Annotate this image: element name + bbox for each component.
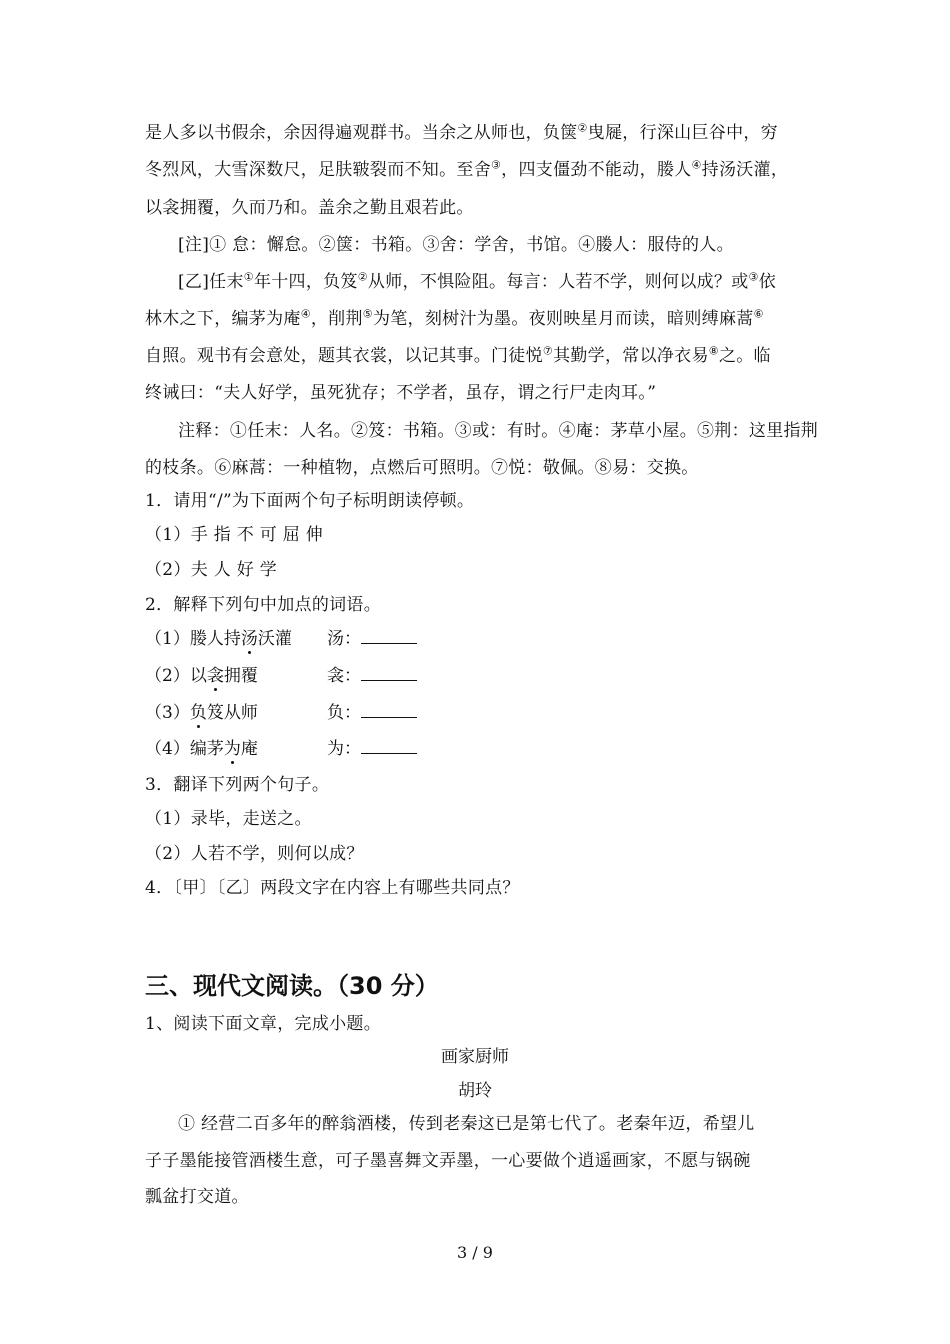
text: （1）媵人持 bbox=[145, 629, 241, 649]
footnote-marker: ① bbox=[243, 270, 254, 284]
yi-notes-2: 的枝条。⑥麻蒿：一种植物，点燃后可照明。⑦悦：敬佩。⑧易：交换。 bbox=[145, 458, 699, 478]
answer-blank[interactable] bbox=[361, 666, 417, 681]
dotted-word: 为 bbox=[223, 739, 241, 759]
question-2-item-2 bbox=[145, 665, 417, 687]
text: 是人多以书假余，余因得遍观群书。当余之从师也，负箧 bbox=[145, 123, 578, 143]
jia-line-3: 以衾拥覆，久而乃和。盖余之勤且艰若此。 bbox=[145, 198, 474, 218]
article-para-1-line-3: 瓢盆打交道。 bbox=[145, 1187, 249, 1207]
text: 为笔，刻树汁为墨。夜则映星月而读，暗则缚麻蒿 bbox=[372, 309, 754, 329]
yi-line-4: 终诫曰：“夫人好学，虽死犹存；不学者，虽存，谓之行尸走肉耳。” bbox=[145, 383, 657, 403]
answer-blank[interactable] bbox=[361, 629, 417, 644]
footnote-marker: ⑤ bbox=[362, 307, 373, 321]
text: 之。临 bbox=[718, 346, 771, 366]
text: 持汤沃灌， bbox=[701, 160, 789, 180]
text: 依 bbox=[758, 272, 777, 292]
footnote-marker: ③ bbox=[491, 158, 502, 172]
footnote-marker: ⑦ bbox=[542, 344, 554, 358]
text: 从师，不惧险阻。每言：人若不学，则何以成？或 bbox=[367, 272, 749, 292]
yi-line-2 bbox=[145, 308, 764, 330]
answer-blank[interactable] bbox=[361, 703, 417, 718]
text: 笈从师 bbox=[206, 703, 258, 723]
question-3: 3．翻译下列两个句子。 bbox=[145, 775, 330, 795]
text: 林木之下，编茅为庵 bbox=[145, 309, 301, 329]
text: （2）以 bbox=[145, 666, 207, 686]
section-task: 1、阅读下面文章，完成小题。 bbox=[145, 1014, 382, 1034]
dotted-word: 衾 bbox=[206, 666, 224, 686]
article-title: 画家厨师 bbox=[441, 1047, 509, 1067]
footnote-marker: ④ bbox=[300, 307, 311, 321]
answer-label: 负： bbox=[327, 703, 361, 723]
question-3-item-2: （2）人若不学，则何以成？ bbox=[145, 844, 364, 864]
footnote-marker: ⑧ bbox=[708, 344, 719, 358]
text: ，四支僵劲不能动，媵人 bbox=[501, 160, 692, 180]
text: （4）编茅 bbox=[145, 739, 224, 759]
text: ，削荆 bbox=[310, 309, 363, 329]
jia-notes: [注]① 怠：懈怠。②箧：书箱。③舍：学舍，书馆。④媵人：服侍的人。 bbox=[178, 235, 734, 255]
article-author: 胡玲 bbox=[458, 1081, 492, 1101]
article-para-1-line-1: ① 经营二百多年的醉翁酒楼，传到老秦这已是第七代了。老秦年迈，希望儿 bbox=[178, 1114, 755, 1134]
question-4: 4．〔甲〕〔乙〕两段文字在内容上有哪些共同点？ bbox=[145, 878, 520, 898]
question-2-item-3 bbox=[145, 702, 417, 724]
text: [乙]任末 bbox=[178, 272, 244, 292]
jia-line-2 bbox=[145, 159, 788, 181]
section-heading: 三、现代文阅读。（30 分） bbox=[145, 972, 439, 1000]
text: 拥覆 bbox=[223, 666, 258, 686]
footnote-marker: ② bbox=[577, 121, 588, 135]
dotted-word: 负 bbox=[189, 703, 207, 723]
text: 冬烈风，大雪深数尺，足肤皲裂而不知。至舍 bbox=[145, 160, 491, 180]
answer-blank[interactable] bbox=[361, 739, 417, 754]
question-2-item-4 bbox=[145, 738, 417, 760]
question-1-item-2: （2）夫 人 好 学 bbox=[145, 560, 278, 580]
question-2: 2．解释下列句中加点的词语。 bbox=[145, 595, 382, 615]
text: 其勤学，常以净衣易 bbox=[553, 346, 709, 366]
footnote-marker: ② bbox=[357, 270, 368, 284]
yi-line-3 bbox=[145, 345, 771, 367]
jia-line-1 bbox=[145, 122, 778, 144]
question-1: 1．请用“/”为下面两个句子标明朗读停顿。 bbox=[145, 491, 475, 511]
text: 沃灌 bbox=[257, 629, 292, 649]
page-number: 3 / 9 bbox=[457, 1243, 493, 1262]
yi-line-1 bbox=[178, 271, 776, 293]
text: （3） bbox=[145, 703, 190, 723]
question-2-item-1 bbox=[145, 628, 417, 650]
answer-label: 衾： bbox=[327, 666, 361, 686]
question-3-item-1: （1）录毕，走送之。 bbox=[145, 809, 312, 829]
article-para-1-line-2: 子子墨能接管酒楼生意，可子墨喜舞文弄墨，一心要做个逍遥画家，不愿与锅碗 bbox=[145, 1151, 751, 1171]
answer-label: 为： bbox=[327, 739, 361, 759]
footnote-marker: ④ bbox=[691, 158, 702, 172]
footnote-marker: ⑥ bbox=[753, 307, 764, 321]
text: 年十四，负笈 bbox=[253, 272, 358, 292]
dotted-word: 汤 bbox=[240, 629, 258, 649]
answer-label: 汤： bbox=[327, 629, 361, 649]
text: 曳屣，行深山巨谷中，穷 bbox=[587, 123, 778, 143]
question-1-item-1: （1）手 指 不 可 屈 伸 bbox=[145, 525, 324, 545]
yi-notes-1: 注释：①任末：人名。②笈：书箱。③或：有时。④庵：茅草小屋。⑤荆：这里指荆 bbox=[178, 421, 819, 441]
text: 自照。观书有会意处，题其衣裳，以记其事。门徒悦 bbox=[145, 346, 543, 366]
footnote-marker: ③ bbox=[748, 270, 759, 284]
text: 庵 bbox=[240, 739, 258, 759]
